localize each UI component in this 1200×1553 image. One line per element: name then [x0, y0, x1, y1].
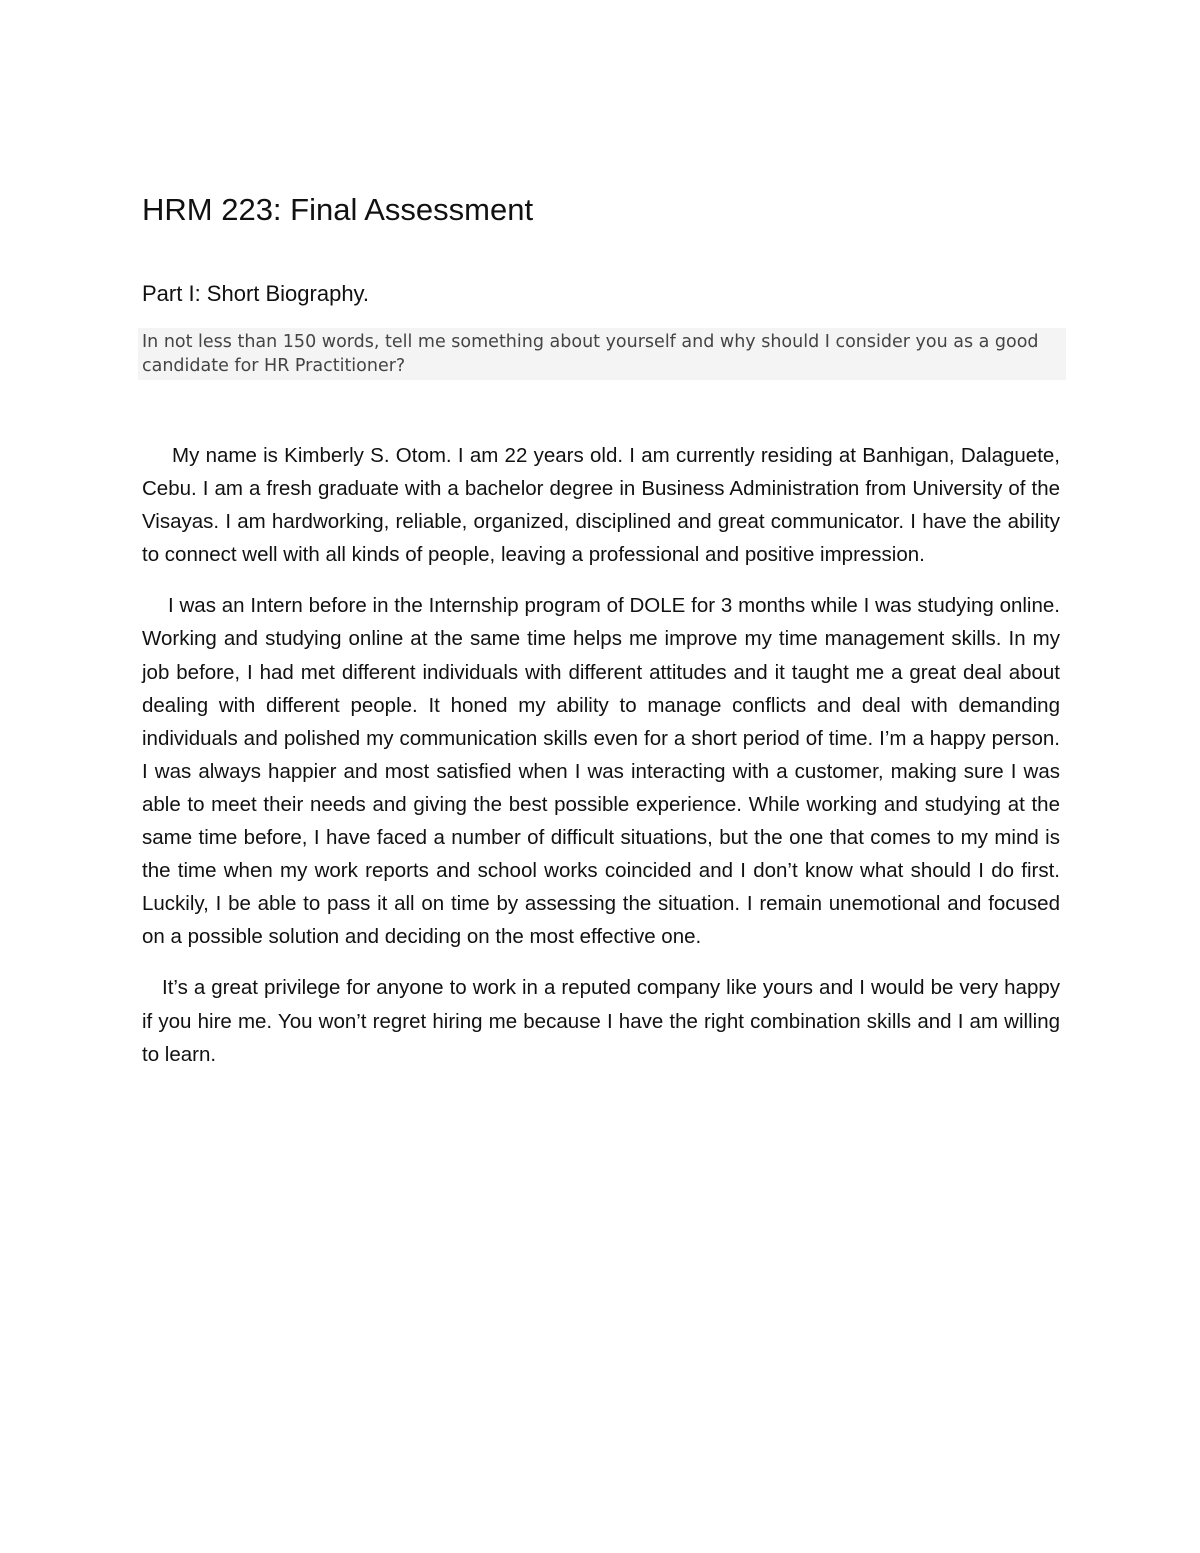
document-title: HRM 223: Final Assessment	[142, 192, 534, 227]
essay-body	[142, 439, 1060, 1089]
question-prompt: In not less than 150 words, tell me something about yourself and why should I consider you as a good candidate for HR Practitioner?	[138, 328, 1066, 380]
part-heading: Part I: Short Biography.	[142, 281, 370, 306]
essay-paragraph: It’s a great privilege for anyone to work in a reputed company like yours and I would be very happy if you hire me. You won’t regret hiring me because I have the right combination skills and I am willing to learn.	[142, 976, 1060, 1066]
essay-paragraph: I was an Intern before in the Internship program of DOLE for 3 months while I was studying online. Working and studying online at the same time helps me improve my time management skills. In my job before, I had met different individuals with different attitudes and it taught me a great deal about dealing with different people. It honed my ability to manage conflicts and deal with demanding individuals and polished my communication skills even for a short period of time. I’m a happy person. I was always happier and most satisfied when I was interacting with a customer, making sure I was able to meet their needs and giving the best possible experience. While working and studying at the same time before, I have faced a number of difficult situations, but the one that comes to my mind is the time when my work reports and school works coincided and I don’t know what should I do first. Luckily, I be able to pass it all on time by assessing the situation. I remain unemotional and focused on a possible solution and deciding on the most effective one.	[142, 594, 1060, 949]
essay-paragraph: My name is Kimberly S. Otom. I am 22 years old. I am currently residing at Banhigan, Dalaguete, Cebu. I am a fresh graduate with a bachelor degree in Business Administration from University of the Visayas. I am hardworking, reliable, organized, disciplined and great communicator. I have the ability to connect well with all kinds of people, leaving a professional and positive impression.	[142, 444, 1060, 567]
